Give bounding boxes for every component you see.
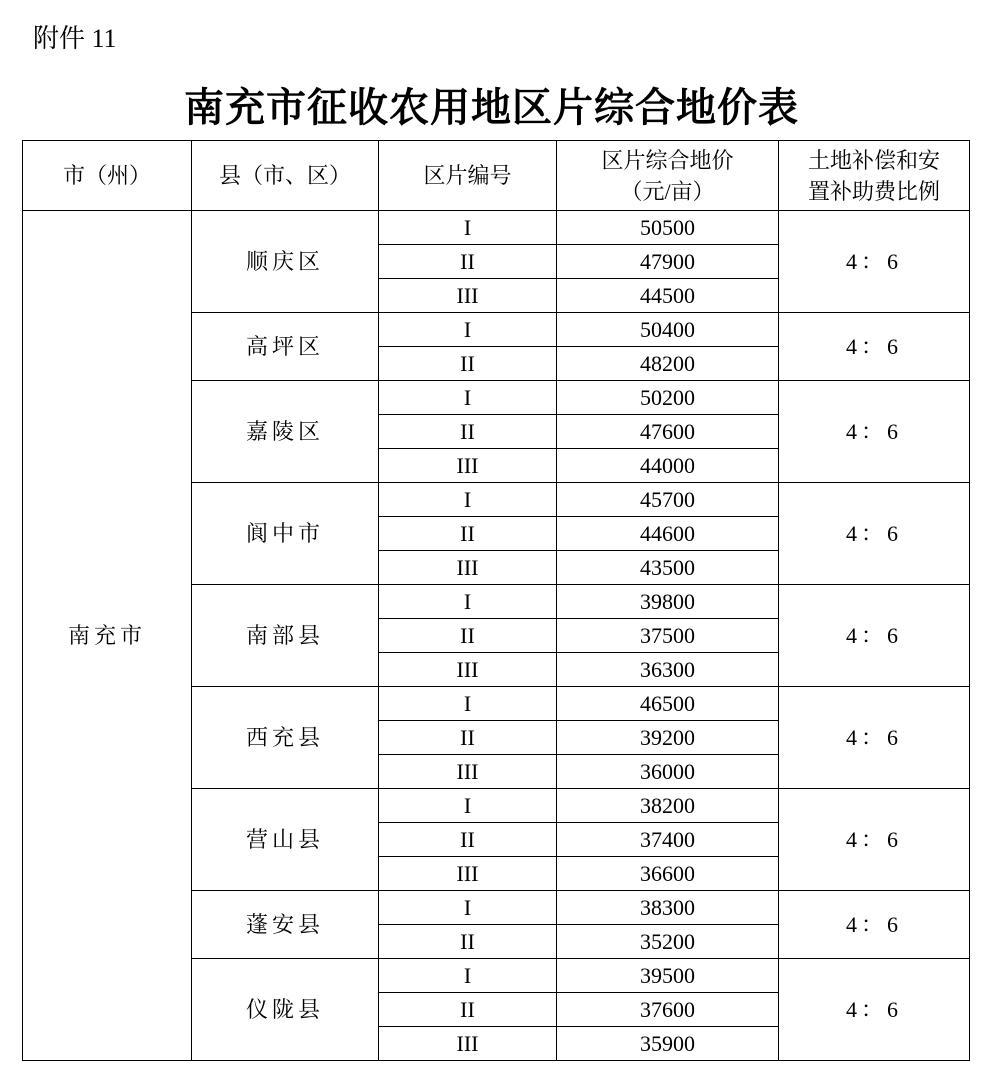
ratio-cell: 4：6 [779,959,970,1061]
ratio-cell: 4：6 [779,585,970,687]
price-cell: 36000 [557,755,779,789]
price-cell: 38300 [557,891,779,925]
zone-number-cell: III [379,551,557,585]
land-price-table [22,140,970,1061]
price-cell: 47600 [557,415,779,449]
header-price: 区片综合地价 （元/亩） [557,141,779,211]
price-cell: 39500 [557,959,779,993]
zone-number-cell: II [379,925,557,959]
price-cell: 38200 [557,789,779,823]
price-cell: 50200 [557,381,779,415]
zone-number-cell: I [379,687,557,721]
price-cell: 37400 [557,823,779,857]
price-cell: 37600 [557,993,779,1027]
table-header-row [23,141,970,211]
price-cell: 37500 [557,619,779,653]
ratio-cell: 4：6 [779,483,970,585]
price-cell: 39800 [557,585,779,619]
zone-number-cell: III [379,653,557,687]
price-cell: 35900 [557,1027,779,1061]
price-cell: 44600 [557,517,779,551]
county-cell: 顺庆区 [192,211,379,313]
price-cell: 50500 [557,211,779,245]
ratio-cell: 4：6 [779,211,970,313]
price-cell: 45700 [557,483,779,517]
header-county: 县（市、区） [192,141,379,211]
header-city: 市（州） [23,141,192,211]
zone-number-cell: III [379,857,557,891]
price-cell: 46500 [557,687,779,721]
price-cell: 47900 [557,245,779,279]
price-cell: 36600 [557,857,779,891]
zone-number-cell: III [379,1027,557,1061]
zone-number-cell: III [379,755,557,789]
zone-number-cell: I [379,789,557,823]
price-cell: 48200 [557,347,779,381]
zone-number-cell: I [379,891,557,925]
county-cell: 阆中市 [192,483,379,585]
zone-number-cell: II [379,347,557,381]
table-body [23,211,970,1061]
price-cell: 36300 [557,653,779,687]
county-cell: 嘉陵区 [192,381,379,483]
price-cell: 50400 [557,313,779,347]
price-cell: 43500 [557,551,779,585]
ratio-cell: 4：6 [779,313,970,381]
price-cell: 44500 [557,279,779,313]
ratio-cell: 4：6 [779,891,970,959]
zone-number-cell: II [379,993,557,1027]
price-cell: 44000 [557,449,779,483]
zone-number-cell: I [379,483,557,517]
zone-number-cell: I [379,381,557,415]
zone-number-cell: I [379,313,557,347]
county-cell: 营山县 [192,789,379,891]
city-cell: 南充市 [23,211,192,1061]
ratio-cell: 4：6 [779,687,970,789]
zone-number-cell: II [379,517,557,551]
zone-number-cell: III [379,279,557,313]
attachment-label: 附件 11 [33,24,117,53]
zone-number-cell: I [379,959,557,993]
county-cell: 仪陇县 [192,959,379,1061]
zone-number-cell: II [379,823,557,857]
zone-number-cell: I [379,585,557,619]
county-cell: 南部县 [192,585,379,687]
county-cell: 西充县 [192,687,379,789]
header-zone-number: 区片编号 [379,141,557,211]
zone-number-cell: II [379,619,557,653]
price-cell: 35200 [557,925,779,959]
ratio-cell: 4：6 [779,789,970,891]
table-row [23,211,970,245]
zone-number-cell: II [379,721,557,755]
page-title: 南充市征收农用地区片综合地价表 [184,85,799,130]
zone-number-cell: III [379,449,557,483]
price-cell: 39200 [557,721,779,755]
zone-number-cell: II [379,415,557,449]
zone-number-cell: I [379,211,557,245]
county-cell: 高坪区 [192,313,379,381]
county-cell: 蓬安县 [192,891,379,959]
zone-number-cell: II [379,245,557,279]
ratio-cell: 4：6 [779,381,970,483]
header-ratio: 土地补偿和安 置补助费比例 [779,141,970,211]
